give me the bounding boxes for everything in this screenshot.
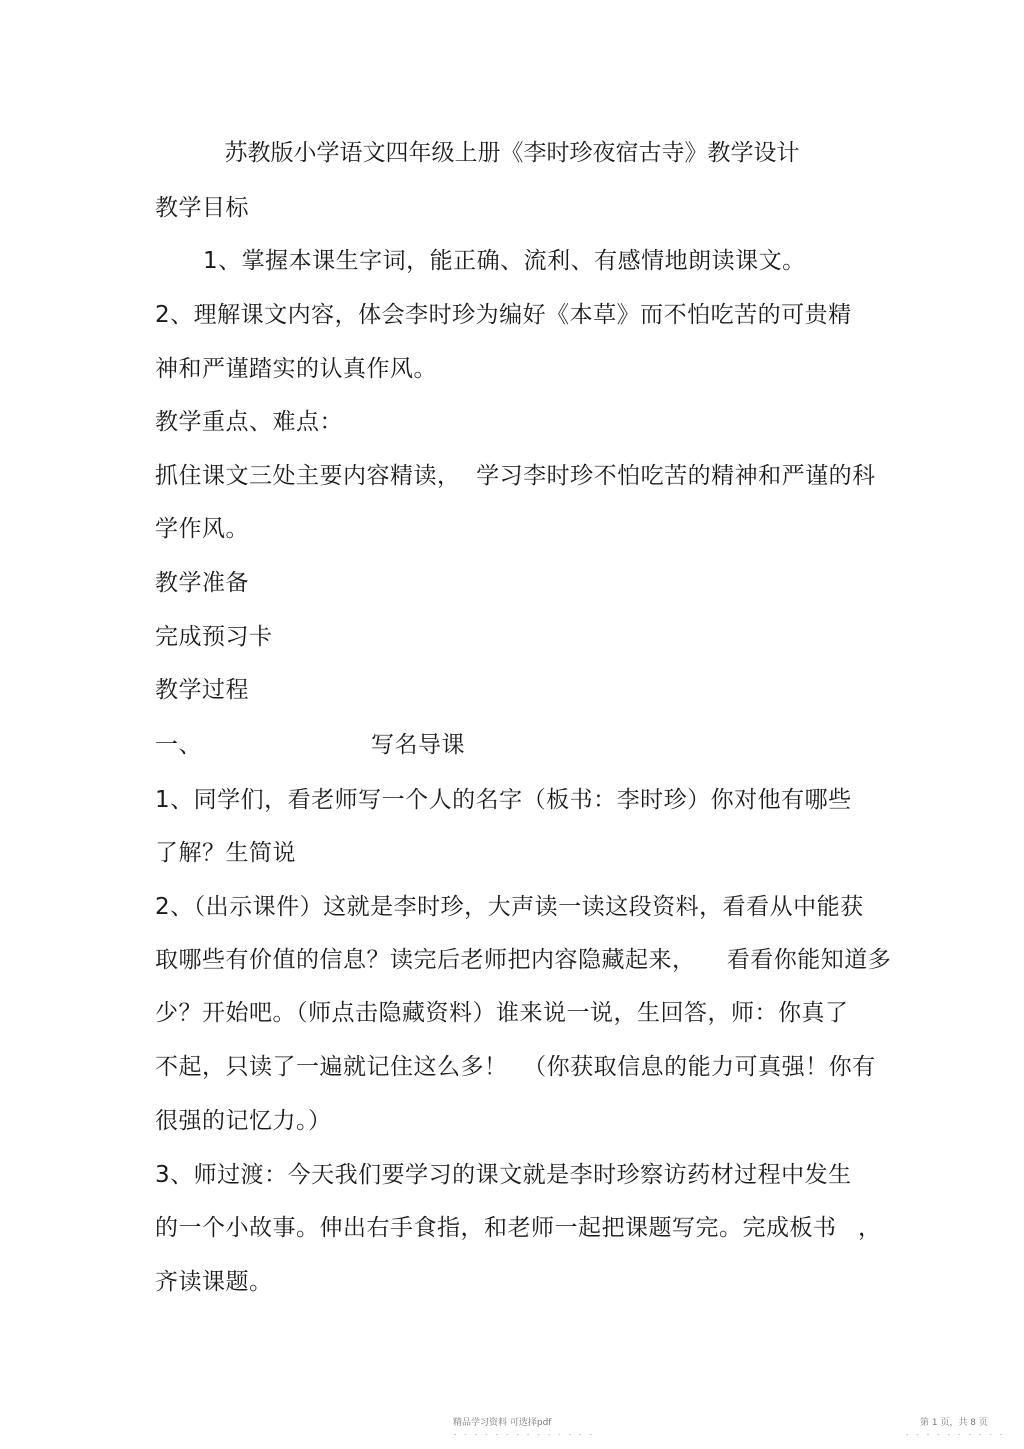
process-item-2-line-3: 少？开始吧。（师点击隐藏资料）谁来说一说，生回答，师：你真了 [155,1000,849,1026]
section-heading-preparation: 教学准备 [155,570,249,596]
process-item-2-line-2: 取哪些有价值的信息？读完后老师把内容隐藏起来， 看看你能知道多 [155,947,892,973]
section-heading-key-points: 教学重点、难点： [155,409,343,435]
stray-comma: ， [858,1215,882,1241]
process-item-1: 1、同学们，看老师写一个人的名字（板书：李时珍）你对他有哪些 [155,787,852,813]
process-item-3-line-3: 齐读课题。 [155,1269,273,1295]
section-heading-process: 教学过程 [155,677,249,703]
process-item-1-continued: 了解？生简说 [155,840,296,866]
step-title-intro: 写名导课 [371,732,465,758]
process-item-2-line-5: 很强的记忆力。） [155,1108,332,1134]
footer-left-dashes: - - - - - - - - - - - - - - [453,1431,594,1439]
process-item-2-line-4: 不起，只读了一遍就记住这么多！ （你获取信息的能力可真强！你有 [155,1054,876,1080]
preparation-text: 完成预习卡 [155,624,273,650]
process-item-3: 3、师过渡：今天我们要学习的课文就是李时珍察访药材过程中发生 [155,1162,852,1188]
footer-right-dashes: - - - - - - - - - - [905,1431,1005,1439]
footer-left-text: 精品学习资料 可选择pdf [453,1418,552,1428]
document-title: 苏教版小学语文四年级上册《李时珍夜宿古寺》教学设计 [224,140,800,166]
footer-page-number: 第 1 页，共 8 页 [920,1418,988,1428]
key-points-text: 抓住课文三处主要内容精读， 学习李时珍不怕吃苦的精神和严谨的科 [155,463,876,489]
process-item-3-line-2: 的一个小故事。伸出右手食指，和老师一起把课题写完。完成板书 [155,1215,837,1241]
key-points-text-continued: 学作风。 [155,516,249,542]
step-number-one: 一、 [155,732,202,758]
objective-2-continued: 神和严谨踏实的认真作风。 [155,356,437,382]
process-item-2: 2、（出示课件）这就是李时珍，大声读一读这段资料，看看从中能获 [155,894,864,920]
objective-1: 1、掌握本课生字词，能正确、流利、有感情地朗读课文。 [203,248,806,274]
section-heading-objectives: 教学目标 [155,195,249,221]
objective-2: 2、理解课文内容，体会李时珍为编好《本草》而不怕吃苦的可贵精 [155,302,852,328]
